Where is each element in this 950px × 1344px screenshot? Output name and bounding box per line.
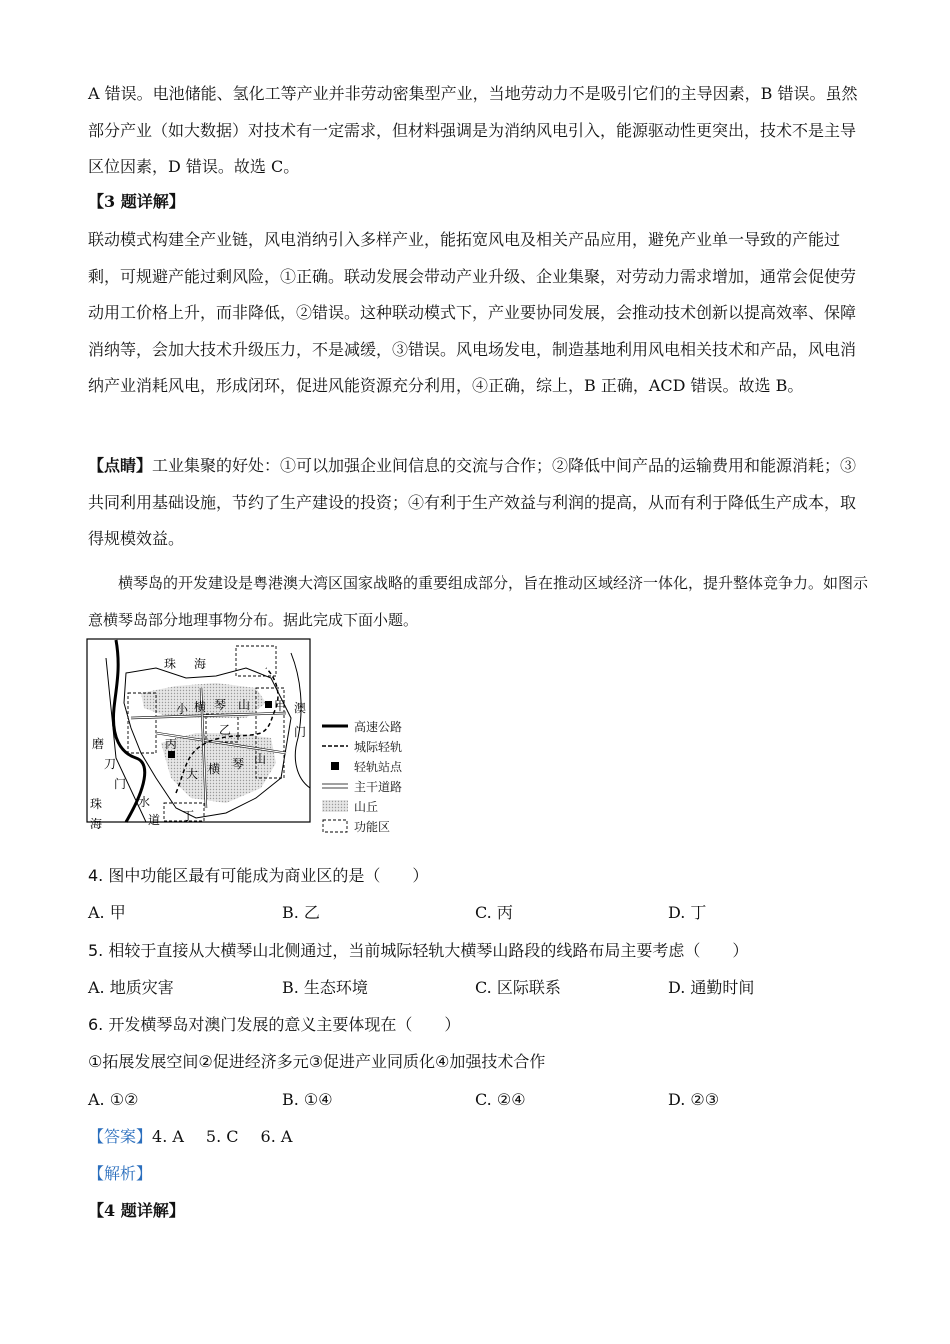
legend-highway: 高速公路 bbox=[322, 716, 402, 736]
explanation-paragraph-q3: 联动模式构建全产业链，风电消纳引入多样产业，能拓宽风电及相关产品应用，避免产业单一导致的产能过剩，可规避产能过剩风险，①正确。联动发展会带动产业升级、企业集聚，对劳动力需求增加，通常会促使劳动用工价格上升，而非降低，②错误。这种联动模式下，产业要协同发展，会推动技术创新以提高效率、保障消纳等，会加大技术升级压力，不是减缓，③错误。风电场发电，制造基地利用风电相关技术和产品，风电消纳产业消耗风电，形成闭环，促进风能资源充分利用，④正确，综上，B 正确，ACD 错误。故选 B。 bbox=[88, 230, 857, 395]
q5-option-b: B. 生态环境 bbox=[282, 978, 368, 997]
legend-functional-zone: 功能区 bbox=[322, 816, 390, 836]
q3-heading: 【3 题详解】 bbox=[88, 192, 185, 211]
hengqin-map bbox=[86, 638, 326, 838]
legend-main-road: 主干道路 bbox=[322, 776, 402, 796]
label-bing: 丙 bbox=[165, 737, 178, 751]
label-heng1: 横 bbox=[194, 700, 207, 714]
q6-option-d: D. ②③ bbox=[668, 1090, 720, 1109]
tip-label: 【点睛】 bbox=[88, 456, 153, 475]
question-intro: 横琴岛的开发建设是粤港澳大湾区国家战略的重要组成部分，旨在推动区域经济一体化，提升整体竞争力。如图示意横琴岛部分地理事物分布。据此完成下面小题。 bbox=[88, 574, 869, 629]
label-jia: 甲 bbox=[274, 699, 287, 713]
label-qin1: 琴 bbox=[214, 698, 227, 712]
double-line-icon bbox=[322, 779, 348, 793]
thick-line-icon bbox=[322, 719, 348, 733]
answer-label: 【答案】 bbox=[88, 1127, 153, 1146]
station-jia bbox=[265, 701, 272, 708]
answer-4: 4. A bbox=[152, 1127, 184, 1146]
legend-hill: 山丘 bbox=[322, 796, 378, 816]
answer-line bbox=[88, 1125, 292, 1149]
label-dao2: 道 bbox=[148, 813, 161, 827]
q4-option-c: C. 丙 bbox=[475, 903, 513, 922]
station-bing bbox=[168, 751, 175, 758]
label-zhu-top: 珠 bbox=[164, 657, 177, 671]
legend-station: 轻轨站点 bbox=[322, 756, 402, 776]
tip-paragraph bbox=[88, 448, 868, 558]
label-qin2: 琴 bbox=[232, 757, 245, 771]
dotted-fill-icon bbox=[322, 799, 348, 813]
label-shui: 水 bbox=[138, 795, 151, 809]
q6-option-a: A. ①② bbox=[88, 1090, 139, 1109]
answer-5: 5. C bbox=[205, 1127, 239, 1146]
label-ding: 丁 bbox=[182, 809, 195, 823]
q4-stem: 4. 图中功能区最有可能成为商业区的是（ ） bbox=[88, 866, 429, 885]
label-da: 大 bbox=[186, 767, 199, 781]
label-shan2: 山 bbox=[254, 752, 267, 766]
label-dao: 刀 bbox=[104, 757, 117, 771]
label-hai-bottom: 海 bbox=[90, 817, 103, 831]
label-heng2: 横 bbox=[208, 762, 221, 776]
label-zhu-bottom: 珠 bbox=[90, 797, 103, 811]
q5-stem: 5. 相较于直接从大横琴山北侧通过，当前城际轻轨大横琴山路段的线路布局主要考虑（ ） bbox=[88, 941, 749, 960]
dashed-box-icon bbox=[322, 819, 348, 833]
q5-option-d: D. 通勤时间 bbox=[668, 978, 755, 997]
analysis-label: 【解析】 bbox=[88, 1164, 153, 1183]
q4-heading: 【4 题详解】 bbox=[88, 1201, 185, 1220]
explanation-paragraph-q2: A 错误。电池储能、氢化工等产业并非劳动密集型产业，当地劳动力不是吸引它们的主导因素，B 错误。虽然部分产业（如大数据）对技术有一定需求，但材料强调是为消纳风电引入，能源驱动性更突出，技术不是主导区位因素，D 错误。故选 C。 bbox=[88, 84, 858, 176]
black-square-icon bbox=[322, 759, 348, 773]
q4-option-a: A. 甲 bbox=[88, 903, 126, 922]
label-yi: 乙 bbox=[219, 723, 232, 737]
label-xiao: 小 bbox=[176, 702, 189, 716]
q5-option-a: A. 地质灾害 bbox=[88, 978, 174, 997]
label-mo: 磨 bbox=[92, 737, 105, 751]
label-ao: 澳 bbox=[294, 701, 307, 715]
dashed-line-icon bbox=[322, 739, 348, 753]
q4-option-d: D. 丁 bbox=[668, 903, 707, 922]
q6-statements: ①拓展发展空间②促进经济多元③促进产业同质化④加强技术合作 bbox=[88, 1052, 546, 1071]
q6-option-b: B. ①④ bbox=[282, 1090, 333, 1109]
label-shan1: 山 bbox=[238, 698, 251, 712]
q5-option-c: C. 区际联系 bbox=[475, 978, 561, 997]
label-men2: 门 bbox=[114, 777, 127, 791]
tip-text: 工业集聚的好处：①可以加强企业间信息的交流与合作；②降低中间产品的运输费用和能源消耗；③共同利用基础设施，节约了生产建设的投资；④有利于生产效益与利润的提高，从而有利于降低生产成本，取得规模效益。 bbox=[88, 456, 857, 548]
label-men: 门 bbox=[294, 725, 307, 739]
answer-6: 6. A bbox=[260, 1127, 293, 1146]
label-hai-top: 海 bbox=[194, 657, 207, 671]
q6-stem: 6. 开发横琴岛对澳门发展的意义主要体现在（ ） bbox=[88, 1015, 461, 1034]
q4-option-b: B. 乙 bbox=[282, 903, 320, 922]
legend-light-rail: 城际轻轨 bbox=[322, 736, 402, 756]
q6-option-c: C. ②④ bbox=[475, 1090, 526, 1109]
